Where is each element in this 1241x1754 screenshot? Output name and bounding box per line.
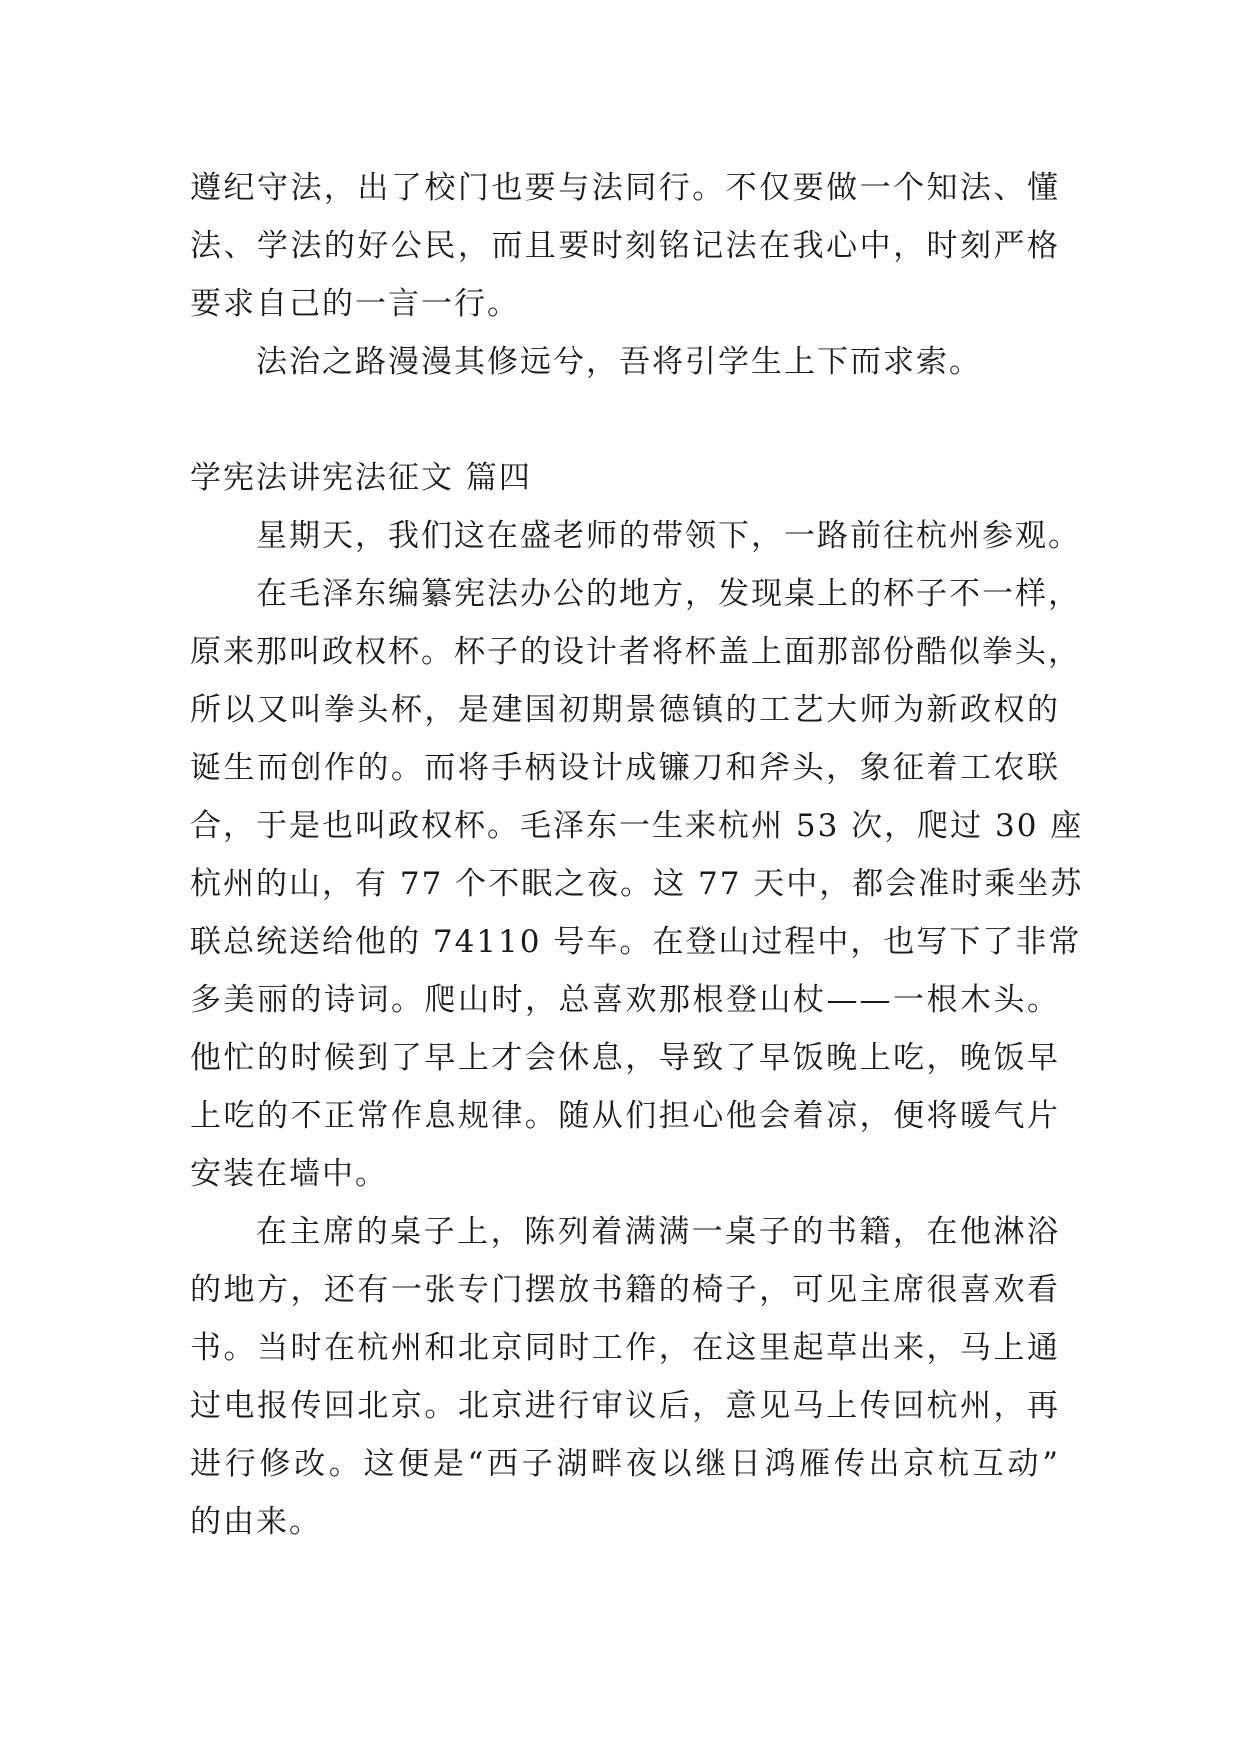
paragraph-line: 书。当时在杭州和北京同时工作，在这里起草出来，马上通 [190, 1330, 1060, 1366]
paragraph-line: 法、学法的好公民，而且要时刻铭记法在我心中，时刻严格 [190, 228, 1060, 264]
paragraph-line: 合，于是也叫政权杯。毛泽东一生来杭州 53 次，爬过 30 座 [190, 808, 1084, 844]
paragraph-line: 法治之路漫漫其修远兮，吾将引学生上下而求索。 [256, 344, 982, 380]
paragraph-line: 的由来。 [190, 1504, 322, 1540]
paragraph-line: 进行修改。这便是“西子湖畔夜以继日鸿雁传出京杭互动” [190, 1446, 1060, 1482]
paragraph-line: 在主席的桌子上，陈列着满满一桌子的书籍，在他淋浴 [256, 1214, 1060, 1250]
paragraph-line: 所以又叫拳头杯，是建国初期景德镇的工艺大师为新政权的 [190, 692, 1060, 728]
paragraph-line: 安装在墙中。 [190, 1156, 388, 1192]
paragraph-line: 他忙的时候到了早上才会休息，导致了早饭晚上吃，晚饭早 [190, 1040, 1060, 1076]
paragraph-line: 的地方，还有一张专门摆放书籍的椅子，可见主席很喜欢看 [190, 1272, 1060, 1308]
paragraph-line: 过电报传回北京。北京进行审议后，意见马上传回杭州，再 [190, 1388, 1060, 1424]
paragraph-line: 要求自己的一言一行。 [190, 286, 520, 322]
paragraph-line: 多美丽的诗词。爬山时，总喜欢那根登山杖——一根木头。 [190, 982, 1060, 1018]
section-heading: 学宪法讲宪法征文 篇四 [190, 460, 532, 496]
paragraph-line: 诞生而创作的。而将手柄设计成镰刀和斧头，象征着工农联 [190, 750, 1060, 786]
paragraph-line: 联总统送给他的 74110 号车。在登山过程中，也写下了非常 [190, 924, 1082, 960]
paragraph-line: 上吃的不正常作息规律。随从们担心他会着凉，便将暖气片 [190, 1098, 1060, 1134]
paragraph-line: 星期天，我们这在盛老师的带领下，一路前往杭州参观。 [256, 518, 1081, 554]
paragraph-line: 杭州的山，有 77 个不眠之夜。这 77 天中，都会准时乘坐苏 [190, 866, 1084, 902]
paragraph-line: 遵纪守法，出了校门也要与法同行。不仅要做一个知法、懂 [190, 170, 1060, 206]
paragraph-line: 原来那叫政权杯。杯子的设计者将杯盖上面那部份酷似拳头， [190, 634, 1081, 670]
paragraph-line: 在毛泽东编纂宪法办公的地方，发现桌上的杯子不一样， [256, 576, 1081, 612]
